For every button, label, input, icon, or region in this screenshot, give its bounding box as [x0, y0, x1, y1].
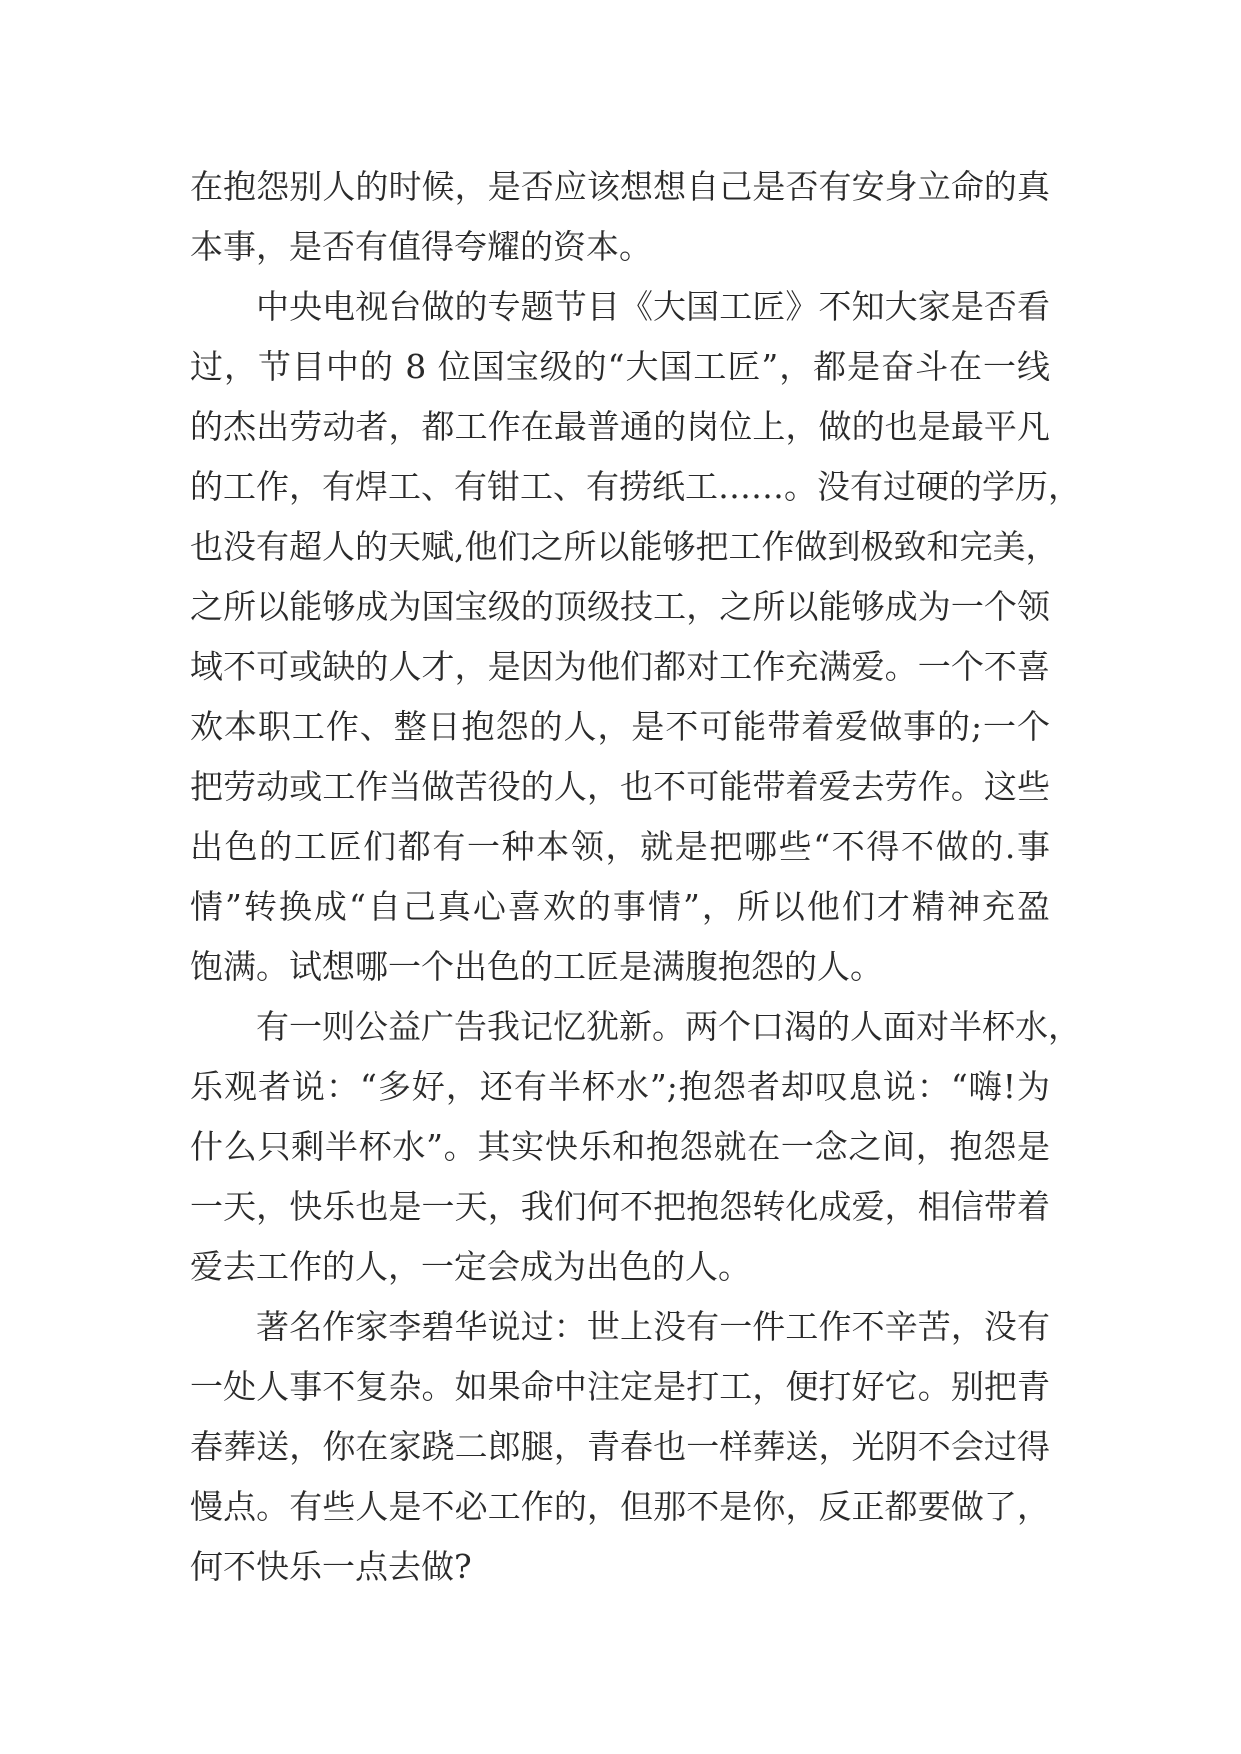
- text-line: 什么只剩半杯水”。其实快乐和抱怨就在一念之间，抱怨是: [190, 1127, 1050, 1166]
- text-line: 域不可或缺的人才，是因为他们都对工作充满爱。一个不喜: [190, 647, 1050, 686]
- text-line: 把劳动或工作当做苦役的人，也不可能带着爱去劳作。这些: [190, 767, 1050, 806]
- text-line: 有一则公益广告我记忆犹新。两个口渴的人面对半杯水，: [256, 1007, 1081, 1046]
- text-line: 在抱怨别人的时候，是否应该想想自己是否有安身立命的真: [190, 167, 1050, 206]
- text-line: 著名作家李碧华说过：世上没有一件工作不辛苦，没有: [256, 1307, 1050, 1346]
- text-line: 春葬送，你在家跷二郎腿，青春也一样葬送，光阴不会过得: [190, 1427, 1050, 1466]
- text-line: 的杰出劳动者，都工作在最普通的岗位上，做的也是最平凡: [190, 407, 1050, 446]
- text-line: 中央电视台做的专题节目《大国工匠》不知大家是否看: [256, 287, 1050, 326]
- text-line: 何不快乐一点去做?: [190, 1547, 472, 1586]
- text-line: 的工作，有焊工、有钳工、有捞纸工……。没有过硬的学历，: [190, 467, 1081, 506]
- text-line: 一处人事不复杂。如果命中注定是打工，便打好它。别把青: [190, 1367, 1050, 1406]
- text-line: 饱满。试想哪一个出色的工匠是满腹抱怨的人。: [190, 947, 883, 986]
- text-line: 也没有超人的天赋,他们之所以能够把工作做到极致和完美，: [190, 527, 1059, 566]
- text-line: 欢本职工作、整日抱怨的人，是不可能带着爱做事的;一个: [190, 707, 1050, 746]
- text-line: 过，节目中的 8 位国宝级的“大国工匠”，都是奋斗在一线: [190, 347, 1050, 386]
- text-line: 出色的工匠们都有一种本领，就是把哪些“不得不做的.事: [190, 827, 1050, 866]
- text-line: 爱去工作的人，一定会成为出色的人。: [190, 1247, 751, 1286]
- text-line: 之所以能够成为国宝级的顶级技工，之所以能够成为一个领: [190, 587, 1050, 626]
- text-line: 情”转换成“自己真心喜欢的事情”，所以他们才精神充盈: [190, 887, 1050, 926]
- body-text: [190, 157, 1081, 1597]
- text-line: 慢点。有些人是不必工作的，但那不是你，反正都要做了，: [190, 1487, 1050, 1526]
- text-line: 本事，是否有值得夸耀的资本。: [190, 227, 652, 266]
- text-line: 乐观者说：“多好，还有半杯水”;抱怨者却叹息说：“嗨!为: [190, 1067, 1050, 1106]
- text-line: 一天，快乐也是一天，我们何不把抱怨转化成爱，相信带着: [190, 1187, 1050, 1226]
